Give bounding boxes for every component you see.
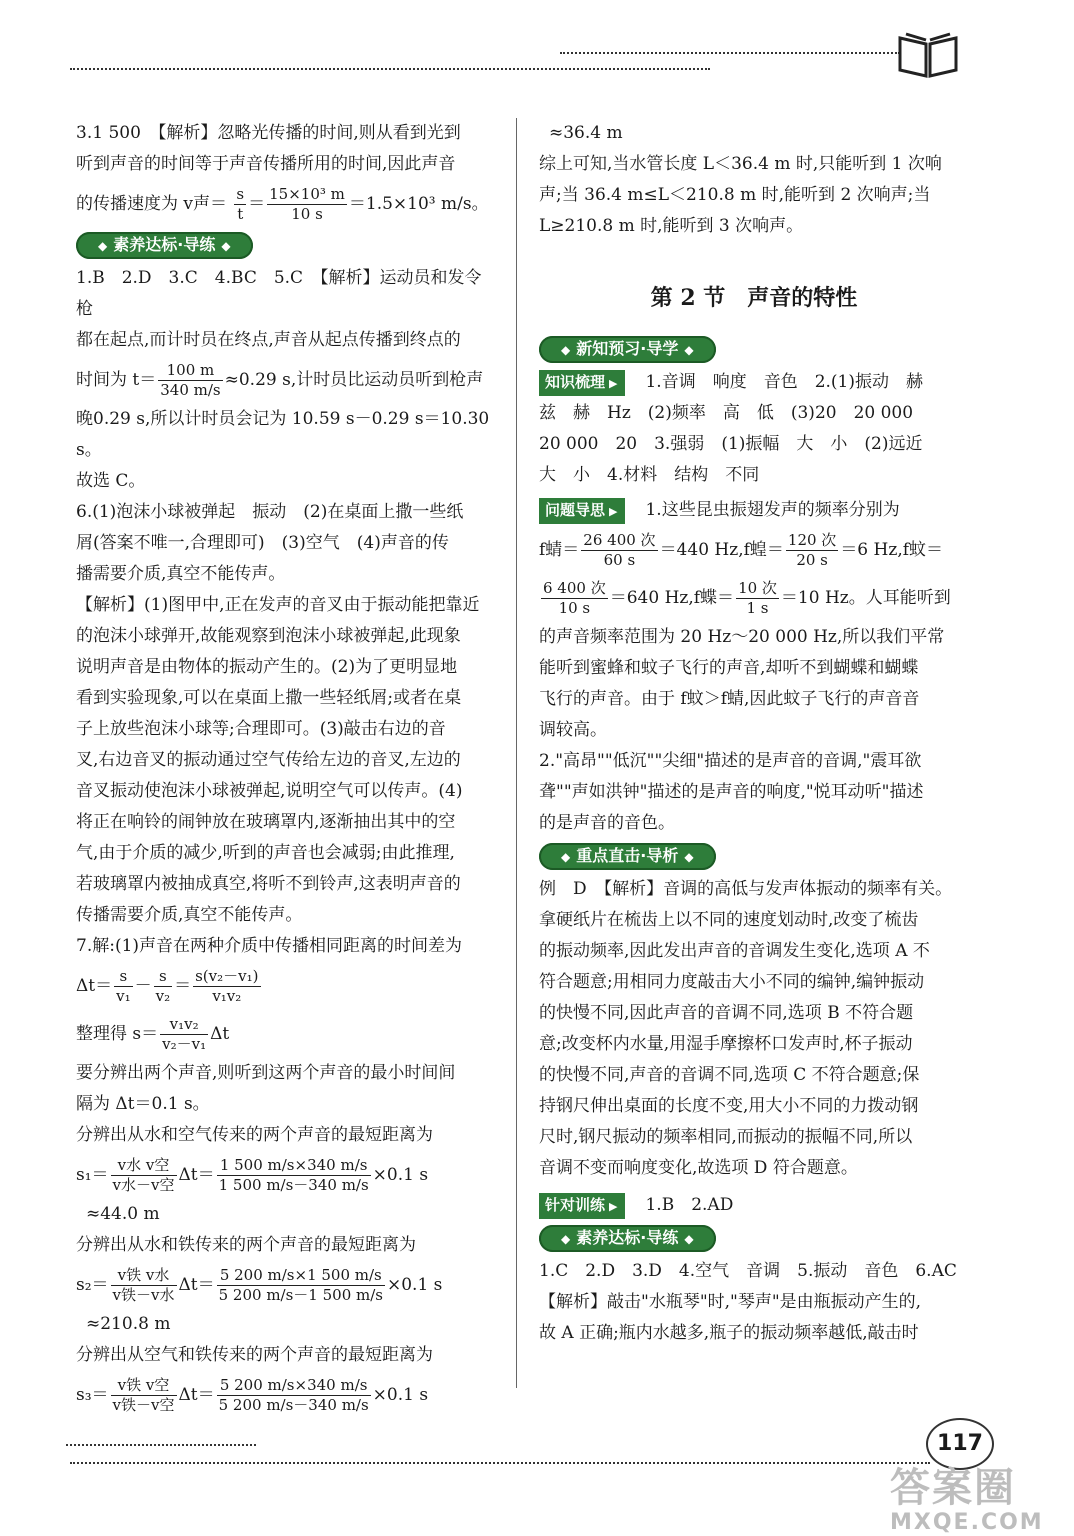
numerator: 100 m bbox=[158, 361, 222, 381]
fraction bbox=[786, 531, 838, 570]
text-line: 持钢尺伸出桌面的长度不变,用大小不同的力拨动钢 bbox=[539, 1096, 919, 1116]
text-line: 【解析】(1)图甲中,正在发声的音叉由于振动能把靠近 bbox=[76, 595, 480, 615]
denominator: 1 s bbox=[746, 599, 769, 617]
text-line: 能听到蜜蜂和蚊子飞行的声音,却听不到蝴蝶和蝴蝶 bbox=[539, 658, 919, 678]
denominator: v₁v₂ bbox=[212, 987, 242, 1005]
fraction bbox=[111, 1266, 177, 1305]
tag-text: 知识梳理 bbox=[545, 373, 606, 391]
text-line: 尺时,钢尺振动的频率相同,而振动的振幅不同,所以 bbox=[539, 1127, 913, 1147]
text-line bbox=[539, 367, 969, 398]
tag-text: 问题导思 bbox=[545, 501, 606, 519]
text-line: 飞行的声音。由于 f蚊＞f蜻,因此蚊子飞行的声音音 bbox=[539, 689, 920, 709]
denominator: v铁－v空 bbox=[112, 1396, 175, 1414]
numerator: v水 v空 bbox=[111, 1156, 177, 1176]
text-span: Δt bbox=[210, 1024, 230, 1044]
formula-line bbox=[76, 1010, 496, 1058]
text-line: 的振动频率,因此发出声音的音调发生变化,选项 A 不 bbox=[539, 941, 930, 961]
section-title: 第 2 节 声音的特性 bbox=[650, 285, 858, 311]
diamond-icon: ◆ bbox=[221, 239, 231, 253]
fraction bbox=[217, 1376, 371, 1415]
text-line: 拿硬纸片在梳齿上以不同的速度划动时,改变了梳齿 bbox=[539, 910, 919, 930]
text-line bbox=[539, 1190, 969, 1221]
triangle-right-icon: ▶ bbox=[609, 377, 618, 390]
formula-line bbox=[76, 1151, 496, 1199]
text-line: 说明声音是由物体的振动产生的。(2)为了更明显地 bbox=[76, 657, 458, 677]
text-span: － bbox=[134, 976, 152, 996]
text-line: 听到声音的时间等于声音传播所用的时间,因此声音 bbox=[76, 154, 456, 174]
watermark-cn: 答案圈 bbox=[890, 1465, 1016, 1511]
text-line: 叉,右边音叉的振动通过空气传给左边的音叉,左边的 bbox=[76, 750, 461, 770]
text-span: ＝6 Hz,f蚊＝ bbox=[840, 540, 944, 560]
tag-label bbox=[539, 1193, 625, 1219]
formula-line bbox=[76, 1371, 496, 1419]
text-line: 6.(1)泡沫小球被弹起 振动 (2)在桌面上撒一些纸 bbox=[76, 502, 464, 522]
numerator: 5 200 m/s×1 500 m/s bbox=[217, 1266, 385, 1286]
banner-label: 重点直击·导析 bbox=[576, 846, 679, 865]
text-line: 调较高。 bbox=[539, 720, 607, 740]
text-line: 隔为 Δt＝0.1 s。 bbox=[76, 1094, 210, 1114]
text-line: 大 小 4.材料 结构 不同 bbox=[539, 465, 760, 485]
fraction bbox=[160, 1015, 208, 1054]
watermark-logo bbox=[890, 1465, 1044, 1535]
fraction bbox=[193, 967, 260, 1006]
text-span: 的传播速度为 v声＝ bbox=[76, 194, 228, 214]
denominator: 5 200 m/s－1 500 m/s bbox=[218, 1286, 383, 1304]
text-line: 【解析】敲击"水瓶琴"时,"琴声"是由瓶振动产生的, bbox=[539, 1292, 922, 1312]
numerator: s(v₂－v₁) bbox=[195, 967, 259, 985]
denominator: 10 s bbox=[291, 205, 323, 223]
tag-label bbox=[539, 370, 625, 396]
text-span: 整理得 s＝ bbox=[76, 1024, 159, 1044]
text-line: 聋""声如洪钟"描述的是声音的响度,"悦耳动听"描述 bbox=[539, 782, 924, 802]
text-line: 例 D 【解析】音调的高低与发声体振动的频率有关。 bbox=[539, 879, 953, 899]
section-banner bbox=[539, 1225, 716, 1252]
numerator: 10 次 bbox=[738, 579, 777, 597]
top-dotted-rule bbox=[70, 68, 710, 70]
diamond-icon: ◆ bbox=[684, 1232, 694, 1246]
denominator: v₂－v₁ bbox=[162, 1035, 207, 1053]
fraction bbox=[234, 185, 246, 224]
text-span: ×0.1 s bbox=[372, 1165, 429, 1185]
triangle-right-icon: ▶ bbox=[609, 505, 618, 518]
text-line: 的是声音的音色。 bbox=[539, 813, 675, 833]
formula-line: 的传播速度为 v声＝ $\frac{s}{t}$ ＝ $\frac{\text{15×10³ m}}{10 s}$ ＝1.5×10³ m/s。 bbox=[76, 185, 489, 223]
denominator: v₂ bbox=[155, 987, 171, 1005]
text-line: 故选 C。 bbox=[76, 471, 146, 491]
bottom-dotted-rule bbox=[66, 1444, 256, 1446]
text-span: ＝640 Hz,f蝶＝ bbox=[609, 588, 735, 608]
text-span: ×0.1 s bbox=[372, 1385, 429, 1405]
text-span: 1.这些昆虫振翅发声的频率分别为 bbox=[645, 500, 900, 520]
text-span: ≈0.29 s,计时员比运动员听到枪声 bbox=[224, 370, 484, 390]
text-line bbox=[539, 495, 969, 526]
text-line: 符合题意;用相同力度敲击大小不同的编钟,编钟振动 bbox=[539, 972, 925, 992]
text-line: ≈210.8 m bbox=[86, 1314, 171, 1334]
formula-line bbox=[76, 356, 496, 404]
numerator: s bbox=[154, 967, 173, 987]
text-line: L≥210.8 m 时,能听到 3 次响声。 bbox=[539, 216, 804, 236]
column-divider bbox=[516, 118, 517, 1388]
text-line: 音叉振动使泡沫小球被弹起,说明空气可以传声。(4) bbox=[76, 781, 463, 801]
fraction bbox=[541, 579, 608, 618]
formula-line bbox=[539, 574, 969, 622]
text-line: 20 000 20 3.强弱 (1)振幅 大 小 (2)远近 bbox=[539, 434, 923, 454]
fraction bbox=[736, 579, 779, 618]
text-span: ＝10 Hz。人耳能听到 bbox=[780, 588, 951, 608]
formula-line bbox=[539, 526, 969, 574]
text-line: 分辨出从空气和铁传来的两个声音的最短距离为 bbox=[76, 1345, 433, 1365]
text-span: 1.音调 响度 音色 2.(1)振动 赫 bbox=[645, 372, 924, 392]
text-line: 综上可知,当水管长度 L＜36.4 m 时,只能听到 1 次响 bbox=[539, 154, 942, 174]
text-span: Δt＝ bbox=[178, 1385, 215, 1405]
fraction bbox=[217, 1266, 385, 1305]
text-line: 子上放些泡沫小球等;合理即可。(3)敲击右边的音 bbox=[76, 719, 446, 739]
denominator: 1 500 m/s－340 m/s bbox=[218, 1176, 369, 1194]
text-span: 时间为 t＝ bbox=[76, 370, 157, 390]
text-line: 要分辨出两个声音,则听到这两个声音的最小时间间 bbox=[76, 1063, 456, 1083]
text-line: 7.解:(1)声音在两种介质中传播相同距离的时间差为 bbox=[76, 936, 463, 956]
numerator: v₁v₂ bbox=[160, 1015, 208, 1035]
text-line: 1.B 2.D 3.C 4.BC 5.C 【解析】运动员和发令枪 bbox=[76, 268, 482, 319]
fraction bbox=[217, 1156, 371, 1195]
text-span: 1.B 2.AD bbox=[645, 1195, 734, 1215]
text-span: f蜻＝ bbox=[539, 540, 580, 560]
left-column bbox=[76, 118, 496, 1419]
bottom-dotted-rule-lower bbox=[70, 1462, 930, 1464]
banner-label: 素养达标·导练 bbox=[113, 235, 216, 254]
text-line: 故 A 正确;瓶内水越多,瓶子的振动频率越低,敲击时 bbox=[539, 1323, 919, 1343]
denominator: 20 s bbox=[796, 551, 828, 569]
text-line: 气,由于介质的减少,听到的声音也会减弱;由此推理, bbox=[76, 843, 455, 863]
diamond-icon: ◆ bbox=[98, 239, 108, 253]
diamond-icon: ◆ bbox=[684, 343, 694, 357]
diamond-icon: ◆ bbox=[561, 1232, 571, 1246]
denominator: v₁ bbox=[116, 987, 131, 1005]
diamond-icon: ◆ bbox=[561, 343, 571, 357]
diamond-icon: ◆ bbox=[561, 850, 571, 864]
text-span: ×0.1 s bbox=[386, 1275, 443, 1295]
denominator: 5 200 m/s－340 m/s bbox=[218, 1396, 369, 1414]
fraction bbox=[154, 967, 173, 1006]
text-span: ＝440 Hz,f蝗＝ bbox=[659, 540, 784, 560]
text-line: 晚0.29 s,所以计时员会记为 10.59 s－0.29 s＝10.30 s。 bbox=[76, 409, 490, 460]
text-line: 播需要介质,真空不能传声。 bbox=[76, 564, 286, 584]
fraction bbox=[111, 1376, 177, 1415]
text-line: 音调不变而响度变化,故选项 D 符合题意。 bbox=[539, 1158, 858, 1178]
fraction bbox=[158, 361, 222, 400]
text-line: 的声音频率范围为 20 Hz～20 000 Hz,所以我们平常 bbox=[539, 627, 945, 647]
numerator: s bbox=[236, 185, 245, 203]
numerator: s bbox=[114, 967, 133, 987]
numerator: 26 400 次 bbox=[583, 531, 656, 549]
text-span: ＝1.5×10³ m/s。 bbox=[348, 194, 489, 214]
banner-label: 素养达标·导练 bbox=[576, 1228, 679, 1247]
fraction bbox=[581, 531, 657, 570]
text-span: s₃＝ bbox=[76, 1385, 109, 1405]
denominator: t bbox=[237, 205, 244, 223]
banner-label: 新知预习·导学 bbox=[576, 339, 679, 358]
section-banner bbox=[76, 232, 253, 259]
formula-line bbox=[76, 962, 496, 1010]
numerator: v铁 v水 bbox=[111, 1266, 177, 1286]
diamond-icon: ◆ bbox=[684, 850, 694, 864]
page-number: 117 bbox=[926, 1418, 994, 1470]
right-column bbox=[539, 118, 969, 1349]
numerator: 15×10³ m bbox=[269, 185, 345, 203]
numerator: 5 200 m/s×340 m/s bbox=[217, 1376, 371, 1396]
text-line: 都在起点,而计时员在终点,声音从起点传播到终点的 bbox=[76, 330, 461, 350]
text-line: 的快慢不同,声音的音调不同,选项 C 不符合题意;保 bbox=[539, 1065, 920, 1085]
numerator: 120 次 bbox=[787, 531, 837, 549]
formula-line bbox=[76, 1261, 496, 1309]
text-line: 兹 赫 Hz (2)频率 高 低 (3)20 20 000 bbox=[539, 403, 914, 423]
text-line: 若玻璃罩内被抽成真空,将听不到铃声,这表明声音的 bbox=[76, 874, 461, 894]
top-dotted-rule-upper bbox=[560, 52, 900, 54]
text-line: 3.1 500 【解析】忽略光传播的时间,则从看到光到 bbox=[76, 123, 461, 143]
text-span: s₁＝ bbox=[76, 1165, 109, 1185]
book-icon bbox=[896, 30, 960, 80]
text-line: 看到实验现象,可以在桌面上撒一些轻纸屑;或者在桌 bbox=[76, 688, 462, 708]
denominator: v水－v空 bbox=[112, 1176, 175, 1194]
text-span: Δt＝ bbox=[76, 976, 113, 996]
fraction bbox=[267, 185, 347, 224]
numerator: 6 400 次 bbox=[543, 579, 606, 597]
text-span: ＝ bbox=[174, 976, 192, 996]
denominator: 340 m/s bbox=[160, 381, 221, 399]
text-line: ≈36.4 m bbox=[549, 123, 623, 143]
text-line: 将正在响铃的闹钟放在玻璃罩内,逐渐抽出其中的空 bbox=[76, 812, 456, 832]
text-span: s₂＝ bbox=[76, 1275, 109, 1295]
text-line: 分辨出从水和铁传来的两个声音的最短距离为 bbox=[76, 1235, 416, 1255]
text-line: 声;当 36.4 m≤L＜210.8 m 时,能听到 2 次响声;当 bbox=[539, 185, 931, 205]
text-span: Δt＝ bbox=[178, 1165, 215, 1185]
text-line: 传播需要介质,真空不能传声。 bbox=[76, 905, 303, 925]
denominator: 10 s bbox=[558, 599, 591, 617]
text-span: Δt＝ bbox=[178, 1275, 215, 1295]
denominator: 60 s bbox=[603, 551, 636, 569]
denominator: v铁－v水 bbox=[112, 1286, 175, 1304]
text-line: 的快慢不同,因此声音的音调不同,选项 B 不符合题 bbox=[539, 1003, 914, 1023]
text-line: 意;改变杯内水量,用湿手摩擦杯口发声时,杯子振动 bbox=[539, 1034, 913, 1054]
watermark-en: MXQE.COM bbox=[890, 1510, 1044, 1535]
text-line: 2."高昂""低沉""尖细"描述的是声音的音调,"震耳欲 bbox=[539, 751, 922, 771]
text-line: 分辨出从水和空气传来的两个声音的最短距离为 bbox=[76, 1125, 433, 1145]
text-line: 1.C 2.D 3.D 4.空气 音调 5.振动 音色 6.AC bbox=[539, 1261, 957, 1281]
text-line: 的泡沫小球弹开,故能观察到泡沫小球被弹起,此现象 bbox=[76, 626, 461, 646]
fraction bbox=[111, 1156, 177, 1195]
fraction bbox=[114, 967, 133, 1006]
section-banner bbox=[539, 336, 716, 363]
section-banner bbox=[539, 843, 716, 870]
triangle-right-icon: ▶ bbox=[609, 1200, 618, 1213]
numerator: v铁 v空 bbox=[111, 1376, 177, 1396]
tag-label bbox=[539, 498, 625, 524]
text-line: ≈44.0 m bbox=[86, 1204, 160, 1224]
numerator: 1 500 m/s×340 m/s bbox=[217, 1156, 371, 1176]
tag-text: 针对训练 bbox=[545, 1196, 606, 1214]
text-line: 屑(答案不唯一,合理即可) (3)空气 (4)声音的传 bbox=[76, 533, 449, 553]
